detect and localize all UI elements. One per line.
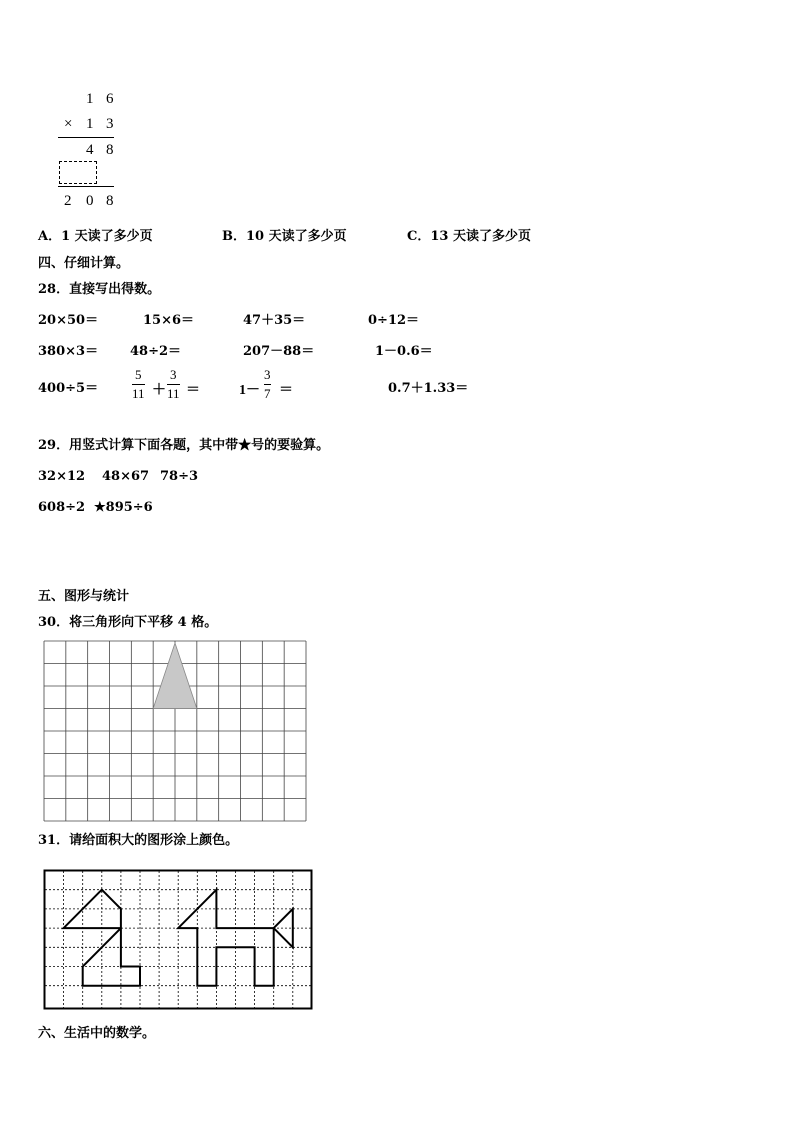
digit: 2 [64, 193, 72, 209]
calc-item: 48×67 [102, 469, 150, 484]
section-heading: 四、仔细计算。 [38, 256, 130, 271]
fraction: 5 11 [132, 367, 145, 401]
question-title: 28．直接写出得数。 [38, 282, 161, 297]
digit: 6 [106, 91, 114, 107]
translation-grid [43, 640, 307, 822]
digit: 4 [86, 142, 94, 158]
fraction: 3 7 [264, 367, 271, 401]
calc-item: 32×12 [38, 469, 86, 484]
question-title: 31．请给面积大的图形涂上颜色。 [38, 833, 239, 848]
times-sign: × [64, 116, 73, 132]
option-c[interactable]: C．13 天读了多少页 [407, 229, 531, 244]
calc-item: 48÷2＝ [130, 344, 182, 359]
digit: 3 [106, 116, 114, 132]
question-title: 30．将三角形向下平移 4 格。 [38, 615, 218, 630]
digit: 8 [106, 142, 114, 158]
calc-item: 0÷12＝ [368, 313, 420, 328]
gray-triangle[interactable] [153, 643, 197, 709]
option-b[interactable]: B．10 天读了多少页 [222, 229, 347, 244]
calc-line [58, 137, 114, 138]
section-heading: 六、生活中的数学。 [38, 1026, 156, 1041]
digit: 8 [106, 193, 114, 209]
answer-blank-box[interactable] [59, 161, 97, 184]
calc-item: 47＋35＝ [243, 313, 306, 328]
digit: 1 [86, 116, 94, 132]
calc-item: 1－0.6＝ [375, 344, 433, 359]
calc-item: ★895÷6 [94, 500, 153, 515]
calc-item: 0.7＋1.33＝ [388, 381, 469, 396]
question-title: 29．用竖式计算下面各题，其中带★号的要验算。 [38, 438, 330, 453]
digit: 0 [86, 193, 94, 209]
section-heading: 五、图形与统计 [38, 589, 130, 604]
area-comparison-grid [40, 866, 316, 1014]
calc-item: 20×50＝ [38, 313, 99, 328]
calc-item: 15×6＝ [143, 313, 195, 328]
fraction: 3 11 [167, 367, 180, 401]
calc-item: 207－88＝ [243, 344, 315, 359]
calc-line [58, 186, 114, 187]
option-a[interactable]: A．1 天读了多少页 [38, 229, 153, 244]
plus-sign: ＋ [152, 383, 166, 398]
calc-item: 380×3＝ [38, 344, 99, 359]
equals-sign: ＝ [279, 383, 293, 398]
shape-right[interactable] [178, 890, 274, 986]
calc-item: 78÷3 [160, 469, 199, 484]
one-minus: 1－ [239, 383, 260, 398]
calc-item: 608÷2 [38, 500, 86, 515]
digit: 1 [86, 91, 94, 107]
equals-sign: ＝ [186, 383, 200, 398]
calc-item: 400÷5＝ [38, 381, 99, 396]
